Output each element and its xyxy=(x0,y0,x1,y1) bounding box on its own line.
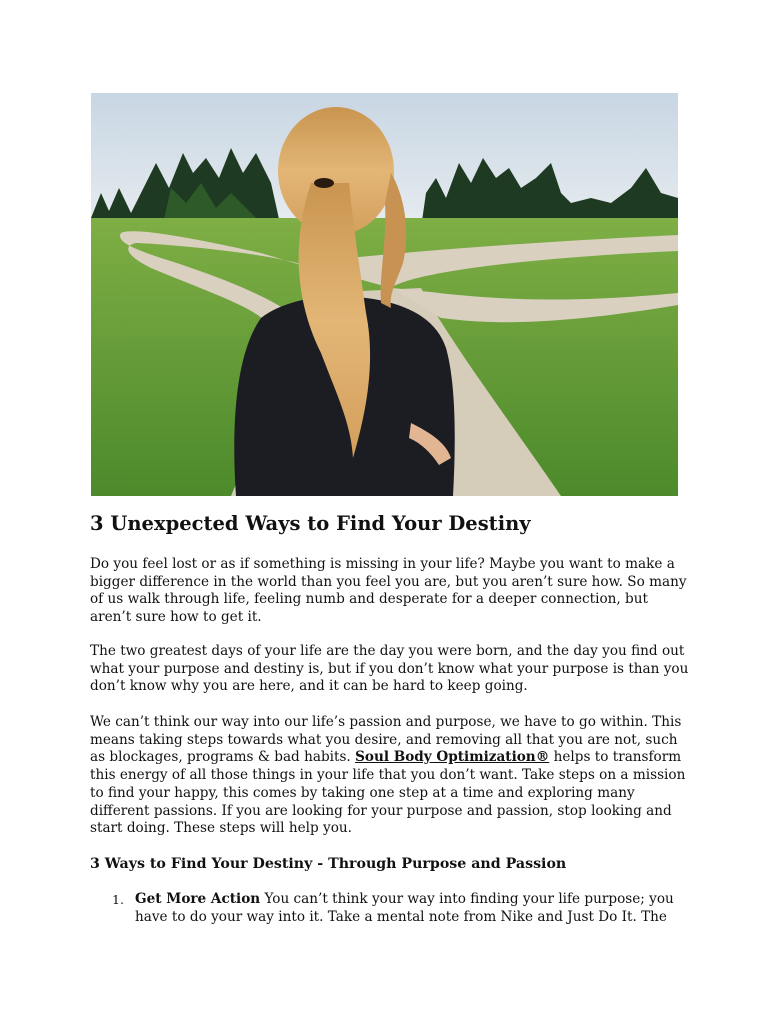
list-item-lead: Get More Action xyxy=(135,891,261,907)
paragraph-within xyxy=(90,714,690,838)
steps-list xyxy=(90,891,690,926)
soul-body-optimization-link[interactable]: Soul Body Optimization® xyxy=(355,749,550,766)
paragraph-within-start: We can’t think our way into our life’s passion and purpose, we have to go within. This means taking steps towards what you desire, and removing all that you are not, such as blockages, programs & bad habits. xyxy=(90,714,682,766)
list-item-number: 1. xyxy=(112,892,124,907)
article-title: 3 Unexpected Ways to Find Your Destiny xyxy=(90,512,531,535)
paragraph-within-end: helps to transform this energy of all those things in your life that you don’t want. Take steps on a mission to find your happy, this comes by taking one step at a time and exploring many different passions. If you are looking for your purpose and passion, stop looking and start doing. These steps will help you. xyxy=(90,749,686,837)
paragraph-purpose: The two greatest days of your life are the day you were born, and the day you find out what your purpose and destiny is, but if you don’t know what your purpose is than you don’t know why you are here, and it can be hard to keep going. xyxy=(90,643,689,695)
list-item-text: You can’t think your way into finding your life purpose; you have to do your way into it. Take a mental note from Nike and Just Do It. The xyxy=(135,891,674,925)
paragraph-intro: Do you feel lost or as if something is missing in your life? Maybe you want to make a bigger difference in the world than you feel you are, but you aren’t sure how. So many of us walk through life, feeling numb and desperate for a deeper connection, but aren’t sure how to get it. xyxy=(90,556,687,626)
section-subheading: 3 Ways to Find Your Destiny - Through Purpose and Passion xyxy=(90,856,567,872)
list-item xyxy=(90,891,690,926)
crossroads-photo xyxy=(91,93,678,496)
hero-image xyxy=(91,93,678,496)
